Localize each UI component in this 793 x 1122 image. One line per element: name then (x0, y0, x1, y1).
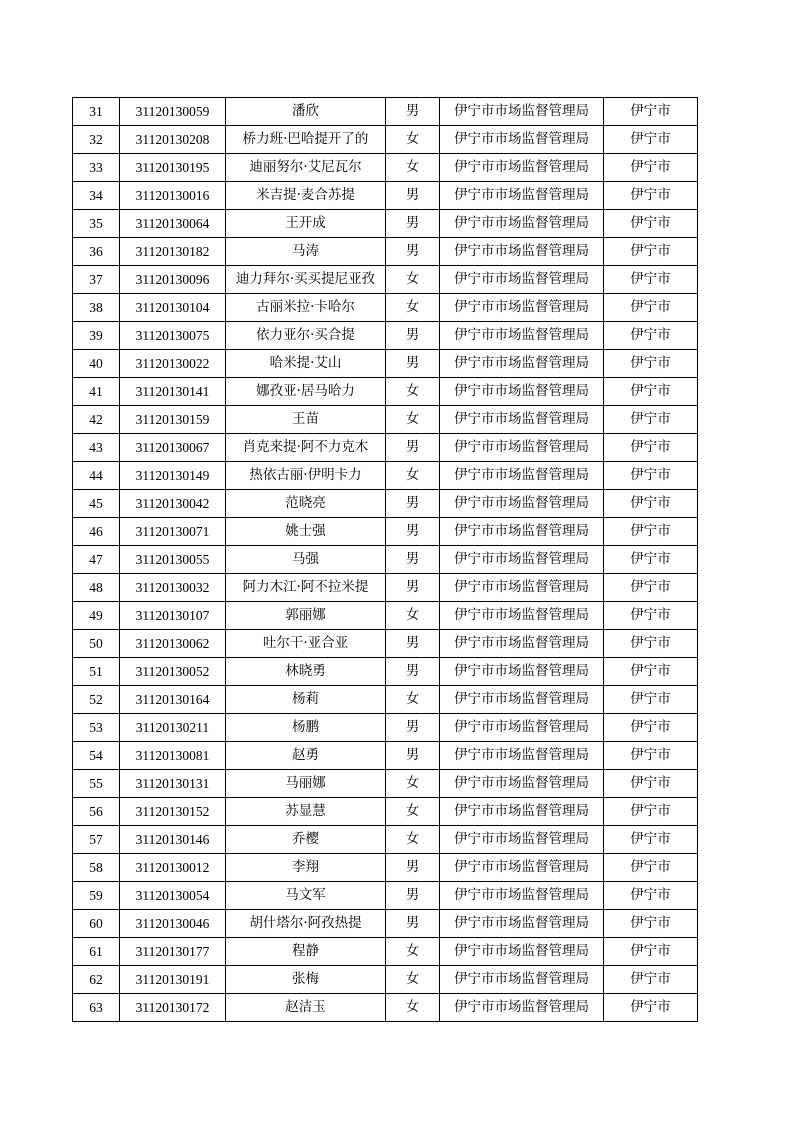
name-cell: 哈米提·艾山 (226, 350, 386, 378)
name-cell: 杨莉 (226, 686, 386, 714)
city-cell: 伊宁市 (604, 854, 698, 882)
gender-cell: 男 (386, 238, 440, 266)
row-number-cell: 62 (73, 966, 120, 994)
table-row (73, 210, 698, 238)
gender-cell: 女 (386, 266, 440, 294)
name-cell: 赵勇 (226, 742, 386, 770)
name-cell: 吐尔干·亚合亚 (226, 630, 386, 658)
agency-cell: 伊宁市市场监督管理局 (440, 826, 604, 854)
name-cell: 迪力拜尔·买买提尼亚孜 (226, 266, 386, 294)
gender-cell: 女 (386, 966, 440, 994)
city-cell: 伊宁市 (604, 154, 698, 182)
agency-cell: 伊宁市市场监督管理局 (440, 238, 604, 266)
table-row (73, 966, 698, 994)
name-cell: 赵洁玉 (226, 994, 386, 1022)
table-row (73, 658, 698, 686)
agency-cell: 伊宁市市场监督管理局 (440, 546, 604, 574)
agency-cell: 伊宁市市场监督管理局 (440, 770, 604, 798)
gender-cell: 女 (386, 406, 440, 434)
agency-cell: 伊宁市市场监督管理局 (440, 910, 604, 938)
table-row (73, 882, 698, 910)
name-cell: 李翔 (226, 854, 386, 882)
city-cell: 伊宁市 (604, 238, 698, 266)
name-cell: 马文军 (226, 882, 386, 910)
gender-cell: 女 (386, 126, 440, 154)
row-number-cell: 45 (73, 490, 120, 518)
table-row (73, 826, 698, 854)
row-number-cell: 40 (73, 350, 120, 378)
name-cell: 张梅 (226, 966, 386, 994)
row-number-cell: 52 (73, 686, 120, 714)
city-cell: 伊宁市 (604, 910, 698, 938)
agency-cell: 伊宁市市场监督管理局 (440, 98, 604, 126)
gender-cell: 女 (386, 294, 440, 322)
city-cell: 伊宁市 (604, 630, 698, 658)
name-cell: 王开成 (226, 210, 386, 238)
table-row (73, 434, 698, 462)
city-cell: 伊宁市 (604, 266, 698, 294)
agency-cell: 伊宁市市场监督管理局 (440, 714, 604, 742)
name-cell: 迪丽努尔·艾尼瓦尔 (226, 154, 386, 182)
row-number-cell: 47 (73, 546, 120, 574)
agency-cell: 伊宁市市场监督管理局 (440, 742, 604, 770)
table-row (73, 938, 698, 966)
row-number-cell: 34 (73, 182, 120, 210)
exam-id-cell: 31120130146 (120, 826, 226, 854)
exam-id-cell: 31120130141 (120, 378, 226, 406)
row-number-cell: 43 (73, 434, 120, 462)
name-cell: 苏显慧 (226, 798, 386, 826)
exam-id-cell: 31120130208 (120, 126, 226, 154)
row-number-cell: 32 (73, 126, 120, 154)
agency-cell: 伊宁市市场监督管理局 (440, 854, 604, 882)
row-number-cell: 42 (73, 406, 120, 434)
row-number-cell: 50 (73, 630, 120, 658)
agency-cell: 伊宁市市场监督管理局 (440, 966, 604, 994)
row-number-cell: 39 (73, 322, 120, 350)
table-row (73, 910, 698, 938)
gender-cell: 女 (386, 462, 440, 490)
roster-table (72, 97, 698, 1022)
table-row (73, 742, 698, 770)
exam-id-cell: 31120130195 (120, 154, 226, 182)
agency-cell: 伊宁市市场监督管理局 (440, 630, 604, 658)
city-cell: 伊宁市 (604, 98, 698, 126)
gender-cell: 女 (386, 938, 440, 966)
city-cell: 伊宁市 (604, 658, 698, 686)
city-cell: 伊宁市 (604, 518, 698, 546)
gender-cell: 男 (386, 546, 440, 574)
agency-cell: 伊宁市市场监督管理局 (440, 938, 604, 966)
row-number-cell: 60 (73, 910, 120, 938)
agency-cell: 伊宁市市场监督管理局 (440, 182, 604, 210)
city-cell: 伊宁市 (604, 490, 698, 518)
city-cell: 伊宁市 (604, 294, 698, 322)
row-number-cell: 48 (73, 574, 120, 602)
table-row (73, 854, 698, 882)
table-row (73, 350, 698, 378)
city-cell: 伊宁市 (604, 378, 698, 406)
gender-cell: 男 (386, 322, 440, 350)
agency-cell: 伊宁市市场监督管理局 (440, 266, 604, 294)
exam-id-cell: 31120130104 (120, 294, 226, 322)
row-number-cell: 36 (73, 238, 120, 266)
city-cell: 伊宁市 (604, 742, 698, 770)
row-number-cell: 31 (73, 98, 120, 126)
name-cell: 马强 (226, 546, 386, 574)
name-cell: 姚士强 (226, 518, 386, 546)
table-row (73, 294, 698, 322)
name-cell: 桥力班·巴哈提开了的 (226, 126, 386, 154)
exam-id-cell: 31120130052 (120, 658, 226, 686)
gender-cell: 男 (386, 518, 440, 546)
row-number-cell: 61 (73, 938, 120, 966)
city-cell: 伊宁市 (604, 826, 698, 854)
city-cell: 伊宁市 (604, 574, 698, 602)
gender-cell: 男 (386, 658, 440, 686)
agency-cell: 伊宁市市场监督管理局 (440, 210, 604, 238)
row-number-cell: 51 (73, 658, 120, 686)
exam-id-cell: 31120130177 (120, 938, 226, 966)
city-cell: 伊宁市 (604, 462, 698, 490)
agency-cell: 伊宁市市场监督管理局 (440, 798, 604, 826)
name-cell: 程静 (226, 938, 386, 966)
row-number-cell: 41 (73, 378, 120, 406)
name-cell: 马涛 (226, 238, 386, 266)
table-row (73, 574, 698, 602)
city-cell: 伊宁市 (604, 322, 698, 350)
agency-cell: 伊宁市市场监督管理局 (440, 126, 604, 154)
city-cell: 伊宁市 (604, 434, 698, 462)
row-number-cell: 59 (73, 882, 120, 910)
city-cell: 伊宁市 (604, 546, 698, 574)
row-number-cell: 54 (73, 742, 120, 770)
table-row (73, 322, 698, 350)
agency-cell: 伊宁市市场监督管理局 (440, 434, 604, 462)
agency-cell: 伊宁市市场监督管理局 (440, 518, 604, 546)
gender-cell: 男 (386, 854, 440, 882)
gender-cell: 女 (386, 826, 440, 854)
exam-id-cell: 31120130016 (120, 182, 226, 210)
gender-cell: 女 (386, 770, 440, 798)
agency-cell: 伊宁市市场监督管理局 (440, 406, 604, 434)
table-row (73, 154, 698, 182)
table-row (73, 462, 698, 490)
city-cell: 伊宁市 (604, 714, 698, 742)
gender-cell: 男 (386, 574, 440, 602)
exam-id-cell: 31120130032 (120, 574, 226, 602)
row-number-cell: 37 (73, 266, 120, 294)
row-number-cell: 49 (73, 602, 120, 630)
exam-id-cell: 31120130055 (120, 546, 226, 574)
table-row (73, 994, 698, 1022)
gender-cell: 男 (386, 434, 440, 462)
city-cell: 伊宁市 (604, 994, 698, 1022)
row-number-cell: 56 (73, 798, 120, 826)
city-cell: 伊宁市 (604, 938, 698, 966)
gender-cell: 女 (386, 686, 440, 714)
exam-id-cell: 31120130211 (120, 714, 226, 742)
table-row (73, 238, 698, 266)
city-cell: 伊宁市 (604, 210, 698, 238)
name-cell: 马丽娜 (226, 770, 386, 798)
exam-id-cell: 31120130096 (120, 266, 226, 294)
exam-id-cell: 31120130191 (120, 966, 226, 994)
exam-id-cell: 31120130046 (120, 910, 226, 938)
gender-cell: 女 (386, 602, 440, 630)
table-row (73, 714, 698, 742)
gender-cell: 男 (386, 910, 440, 938)
agency-cell: 伊宁市市场监督管理局 (440, 154, 604, 182)
row-number-cell: 33 (73, 154, 120, 182)
agency-cell: 伊宁市市场监督管理局 (440, 350, 604, 378)
city-cell: 伊宁市 (604, 406, 698, 434)
city-cell: 伊宁市 (604, 182, 698, 210)
name-cell: 热依古丽·伊明卡力 (226, 462, 386, 490)
table-row (73, 406, 698, 434)
table-row (73, 182, 698, 210)
name-cell: 王苗 (226, 406, 386, 434)
table-row (73, 630, 698, 658)
city-cell: 伊宁市 (604, 350, 698, 378)
gender-cell: 男 (386, 742, 440, 770)
row-number-cell: 46 (73, 518, 120, 546)
agency-cell: 伊宁市市场监督管理局 (440, 882, 604, 910)
gender-cell: 女 (386, 798, 440, 826)
table-row (73, 518, 698, 546)
roster-body (73, 98, 698, 1022)
table-row (73, 546, 698, 574)
row-number-cell: 55 (73, 770, 120, 798)
city-cell: 伊宁市 (604, 966, 698, 994)
exam-id-cell: 31120130054 (120, 882, 226, 910)
exam-id-cell: 31120130081 (120, 742, 226, 770)
row-number-cell: 53 (73, 714, 120, 742)
table-row (73, 490, 698, 518)
agency-cell: 伊宁市市场监督管理局 (440, 994, 604, 1022)
city-cell: 伊宁市 (604, 770, 698, 798)
agency-cell: 伊宁市市场监督管理局 (440, 378, 604, 406)
name-cell: 杨鹏 (226, 714, 386, 742)
city-cell: 伊宁市 (604, 798, 698, 826)
exam-id-cell: 31120130159 (120, 406, 226, 434)
name-cell: 米吉提·麦合苏提 (226, 182, 386, 210)
gender-cell: 男 (386, 882, 440, 910)
name-cell: 潘欣 (226, 98, 386, 126)
exam-id-cell: 31120130152 (120, 798, 226, 826)
exam-id-cell: 31120130059 (120, 98, 226, 126)
table-row (73, 686, 698, 714)
name-cell: 林晓勇 (226, 658, 386, 686)
name-cell: 阿力木江·阿不拉米提 (226, 574, 386, 602)
agency-cell: 伊宁市市场监督管理局 (440, 294, 604, 322)
exam-id-cell: 31120130064 (120, 210, 226, 238)
row-number-cell: 35 (73, 210, 120, 238)
exam-id-cell: 31120130075 (120, 322, 226, 350)
city-cell: 伊宁市 (604, 602, 698, 630)
table-row (73, 798, 698, 826)
exam-id-cell: 31120130164 (120, 686, 226, 714)
table-row (73, 126, 698, 154)
exam-id-cell: 31120130062 (120, 630, 226, 658)
gender-cell: 男 (386, 714, 440, 742)
name-cell: 肖克来提·阿不力克木 (226, 434, 386, 462)
row-number-cell: 44 (73, 462, 120, 490)
name-cell: 范晓亮 (226, 490, 386, 518)
exam-id-cell: 31120130067 (120, 434, 226, 462)
name-cell: 古丽米拉·卡哈尔 (226, 294, 386, 322)
table-row (73, 98, 698, 126)
agency-cell: 伊宁市市场监督管理局 (440, 574, 604, 602)
table-row (73, 266, 698, 294)
agency-cell: 伊宁市市场监督管理局 (440, 322, 604, 350)
gender-cell: 男 (386, 182, 440, 210)
exam-id-cell: 31120130071 (120, 518, 226, 546)
row-number-cell: 58 (73, 854, 120, 882)
city-cell: 伊宁市 (604, 686, 698, 714)
row-number-cell: 38 (73, 294, 120, 322)
exam-id-cell: 31120130131 (120, 770, 226, 798)
name-cell: 乔樱 (226, 826, 386, 854)
gender-cell: 男 (386, 210, 440, 238)
name-cell: 郭丽娜 (226, 602, 386, 630)
exam-id-cell: 31120130149 (120, 462, 226, 490)
gender-cell: 女 (386, 994, 440, 1022)
gender-cell: 男 (386, 98, 440, 126)
exam-id-cell: 31120130042 (120, 490, 226, 518)
gender-cell: 男 (386, 490, 440, 518)
city-cell: 伊宁市 (604, 126, 698, 154)
agency-cell: 伊宁市市场监督管理局 (440, 462, 604, 490)
exam-id-cell: 31120130022 (120, 350, 226, 378)
gender-cell: 男 (386, 630, 440, 658)
table-row (73, 770, 698, 798)
exam-id-cell: 31120130012 (120, 854, 226, 882)
row-number-cell: 63 (73, 994, 120, 1022)
table-row (73, 378, 698, 406)
agency-cell: 伊宁市市场监督管理局 (440, 602, 604, 630)
gender-cell: 男 (386, 350, 440, 378)
agency-cell: 伊宁市市场监督管理局 (440, 490, 604, 518)
name-cell: 依力亚尔·买合提 (226, 322, 386, 350)
exam-id-cell: 31120130172 (120, 994, 226, 1022)
gender-cell: 女 (386, 378, 440, 406)
gender-cell: 女 (386, 154, 440, 182)
exam-id-cell: 31120130182 (120, 238, 226, 266)
agency-cell: 伊宁市市场监督管理局 (440, 658, 604, 686)
agency-cell: 伊宁市市场监督管理局 (440, 686, 604, 714)
exam-id-cell: 31120130107 (120, 602, 226, 630)
name-cell: 娜孜亚·居马哈力 (226, 378, 386, 406)
city-cell: 伊宁市 (604, 882, 698, 910)
row-number-cell: 57 (73, 826, 120, 854)
table-row (73, 602, 698, 630)
name-cell: 胡什塔尔·阿孜热提 (226, 910, 386, 938)
